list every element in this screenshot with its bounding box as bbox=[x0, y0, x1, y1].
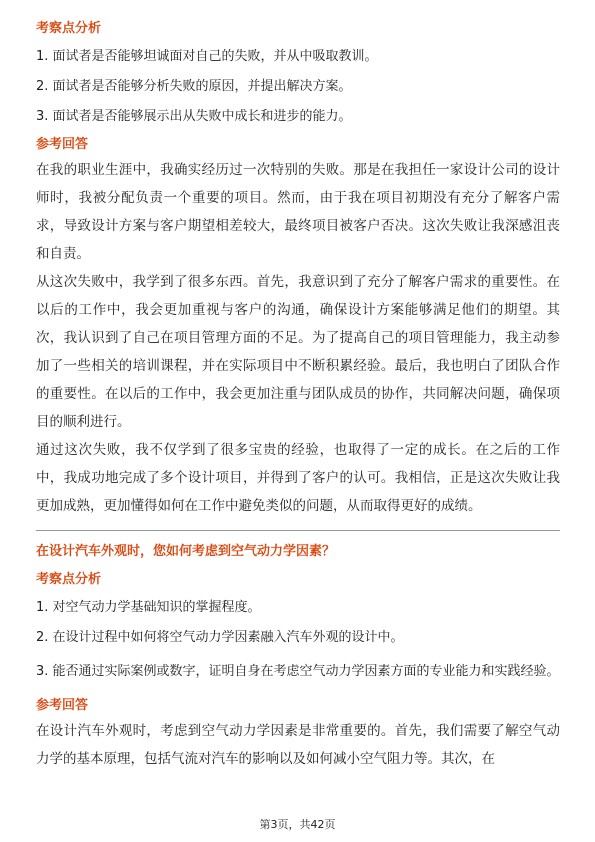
document-page bbox=[36, 20, 560, 773]
answer-heading: 参考回答 bbox=[36, 137, 89, 152]
answer-paragraph: 在我的职业生涯中，我确实经历过一次特别的失败。那是在我担任一家设计公司的设计师时，我被分配负责一个重要的项目。然而，由于我在项目初期没有充分了解客户需求，导致设计方案与客户期望相差较大，最终项目被客户否决。这次失败让我深感沮丧和自责。 bbox=[36, 162, 560, 262]
analysis-item: 3. 面试者是否能够展示出从失败中成长和进步的能力。 bbox=[36, 109, 352, 124]
answer-paragraph: 从这次失败中，我学到了很多东西。首先，我意识到了充分了解客户需求的重要性。在以后的工作中，我会更加重视与客户的沟通，确保设计方案能够满足他们的期望。其次，我认识到了自己在项目管理方面的不足。为了提高自己的项目管理能力，我主动参加了一些相关的培训课程，并在实际项目中不断积累经验。最后，我也明白了团队合作的重要性。在以后的工作中，我会更加注重与团队成员的协作，共同解决问题，确保项目的顺利进行。 bbox=[36, 274, 560, 430]
analysis-item: 2. 在设计过程中如何将空气动力学因素融入汽车外观的设计中。 bbox=[36, 630, 404, 645]
analysis-item: 1. 面试者是否能够坦诚面对自己的失败，并从中吸取教训。 bbox=[36, 49, 378, 64]
answer-heading: 参考回答 bbox=[36, 698, 89, 713]
page-number: 第3页，共42页 bbox=[259, 818, 336, 831]
analysis-heading: 考察点分析 bbox=[36, 572, 102, 587]
analysis-item: 3. 能否通过实际案例或数字，证明自身在考虑空气动力学因素方面的专业能力和实践经验。 bbox=[36, 664, 560, 679]
answer-paragraph: 在设计汽车外观时，考虑到空气动力学因素是非常重要的。首先，我们需要了解空气动力学的基本原理，包括气流对汽车的影响以及如何减小空气阻力等。其次，在 bbox=[36, 723, 560, 767]
analysis-item: 2. 面试者是否能够分析失败的原因，并提出解决方案。 bbox=[36, 79, 352, 94]
analysis-heading: 考察点分析 bbox=[36, 21, 102, 36]
analysis-item: 1. 对空气动力学基础知识的掌握程度。 bbox=[36, 600, 261, 615]
section-divider bbox=[36, 530, 560, 531]
section-aerodynamics bbox=[36, 543, 560, 773]
answer-paragraph: 通过这次失败，我不仅学到了很多宝贵的经验，也取得了一定的成长。在之后的工作中，我成功地完成了多个设计项目，并得到了客户的认可。我相信，正是这次失败让我更加成熟，更加懂得如何在工作中避免类似的问题，从而取得更好的成绩。 bbox=[36, 442, 560, 514]
question-title: 在设计汽车外观时，您如何考虑到空气动力学因素？ bbox=[36, 544, 336, 559]
section-failure-answer bbox=[36, 20, 560, 520]
